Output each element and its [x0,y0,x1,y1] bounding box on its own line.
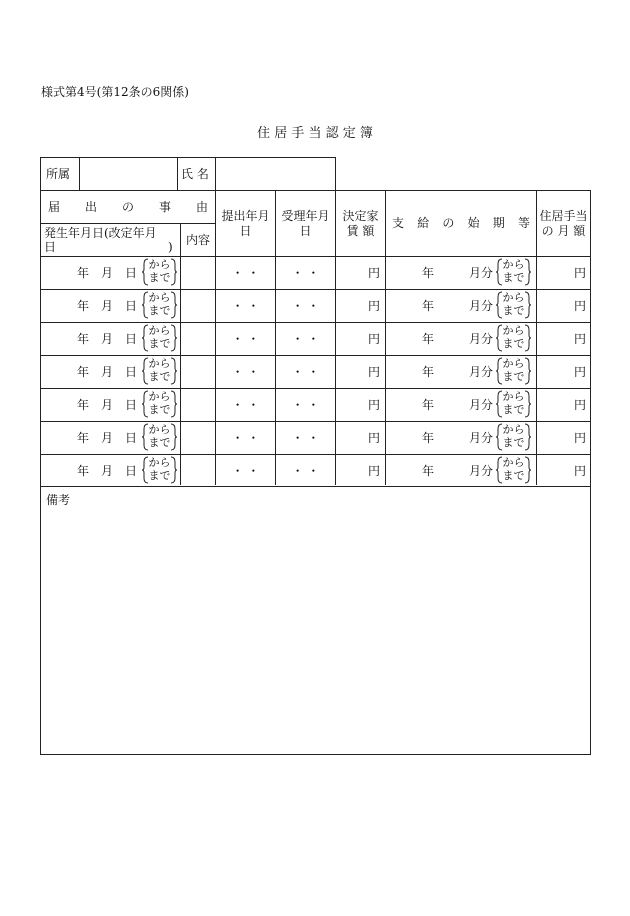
period-from-until [494,291,533,319]
row-border-7 [40,486,591,487]
content-column-border [180,223,181,485]
row-submission-date: ・ ・ [231,299,260,313]
content-label: 内容 [185,233,210,247]
payment-period-label-char: 始 [467,216,480,230]
page-title: 住 居 手 当 認 定 簿 [257,126,373,141]
row-period-year-label: 年 [422,398,435,412]
occurrence-from-until [140,390,179,418]
occurrence-from-until [140,324,179,352]
row-monthly-yen: 円 [573,299,586,313]
from-label: から [148,390,171,403]
row-border-4 [40,388,591,389]
row-period-year-label: 年 [422,266,435,280]
row-border-0 [40,256,591,257]
header-top-border [40,190,591,191]
reason-label-char: 事 [158,200,171,214]
name-label-left-border [177,157,178,190]
row-submission-date: ・ ・ [231,431,260,445]
row-period-year-label: 年 [422,299,435,313]
occurrence-from-until [140,258,179,286]
row-border-1 [40,289,591,290]
row-monthly-yen: 円 [573,266,586,280]
from-label: から [502,357,525,370]
row-period-month-label: 月分 [469,398,494,412]
from-label: から [148,258,171,271]
until-label: まで [148,304,171,317]
period-from-until [494,258,533,286]
row-period-month-label: 月分 [469,365,494,379]
form-number: 様式第4号(第12条の6関係) [41,85,189,99]
affiliation-divider [79,157,80,190]
affiliation-label: 所属 [46,167,71,181]
row-receipt-date: ・ ・ [291,464,320,478]
until-label: まで [148,403,171,416]
from-label: から [502,423,525,436]
row-period-month-label: 月分 [469,299,494,313]
row-monthly-yen: 円 [573,332,586,346]
top-box-top-border [40,157,336,158]
period-from-until [494,324,533,352]
row-submission-date: ・ ・ [231,266,260,280]
row-border-6 [40,454,591,455]
from-label: から [148,423,171,436]
row-month-label: 月 [101,332,114,346]
row-month-label: 月 [101,464,114,478]
row-period-month-label: 月分 [469,431,494,445]
row-period-year-label: 年 [422,365,435,379]
reason-label [48,200,208,214]
row-rent-yen: 円 [367,332,380,346]
from-label: から [148,324,171,337]
row-receipt-date: ・ ・ [291,431,320,445]
row-year-label: 年 [77,365,90,379]
row-rent-yen: 円 [367,464,380,478]
reason-subheader-border [40,223,215,224]
row-rent-yen: 円 [367,431,380,445]
monthly-allowance-label-2: の 月 額 [541,224,586,238]
reason-label-char: 出 [84,200,97,214]
occurrence-from-until [140,423,179,451]
row-year-label: 年 [77,464,90,478]
table-right-border [590,190,591,754]
table-bottom-border [40,754,591,755]
row-day-label: 日 [125,464,138,478]
row-submission-date: ・ ・ [231,365,260,379]
row-rent-yen: 円 [367,299,380,313]
name-label-right-border [215,157,216,190]
row-period-month-label: 月分 [469,266,494,280]
row-monthly-yen: 円 [573,464,586,478]
row-year-label: 年 [77,266,90,280]
row-month-label: 月 [101,365,114,379]
row-day-label: 日 [125,398,138,412]
until-label: まで [148,271,171,284]
reason-label-char: の [121,200,134,214]
monthly-allowance-label: 住居手当 [539,209,588,223]
remarks-label: 備考 [46,493,71,507]
until-label: まで [148,436,171,449]
receipt-date-label: 受理年月 [281,209,330,223]
row-month-label: 月 [101,299,114,313]
from-label: から [148,291,171,304]
reason-label-char: 由 [195,200,208,214]
row-monthly-yen: 円 [573,431,586,445]
until-label: まで [502,436,525,449]
until-label: まで [148,337,171,350]
row-border-2 [40,322,591,323]
from-label: から [502,390,525,403]
row-rent-yen: 円 [367,398,380,412]
row-border-5 [40,421,591,422]
row-day-label: 日 [125,299,138,313]
row-month-label: 月 [101,431,114,445]
payment-period-label-char: 支 [392,216,405,230]
row-receipt-date: ・ ・ [291,266,320,280]
table-left-border [40,157,41,754]
until-label: まで [502,370,525,383]
row-rent-yen: 円 [367,266,380,280]
submission-date-label: 提出年月 [221,209,270,223]
from-label: から [148,456,171,469]
row-period-month-label: 月分 [469,464,494,478]
payment-period-label-char: の [442,216,455,230]
row-month-label: 月 [101,266,114,280]
row-border-3 [40,355,591,356]
row-day-label: 日 [125,266,138,280]
submission-date-label-2: 日 [239,224,252,238]
until-label: まで [148,370,171,383]
until-label: まで [502,304,525,317]
period-from-until [494,357,533,385]
occurrence-date-label-close: ) [168,240,173,254]
from-label: から [502,291,525,304]
row-receipt-date: ・ ・ [291,332,320,346]
from-label: から [502,456,525,469]
row-monthly-yen: 円 [573,398,586,412]
row-receipt-date: ・ ・ [291,365,320,379]
period-from-until [494,423,533,451]
occurrence-from-until [140,456,179,484]
row-day-label: 日 [125,365,138,379]
row-period-year-label: 年 [422,464,435,478]
row-period-year-label: 年 [422,431,435,445]
row-receipt-date: ・ ・ [291,299,320,313]
payment-period-label [392,216,530,230]
until-label: まで [502,469,525,482]
row-day-label: 日 [125,431,138,445]
occurrence-date-label: 発生年月日(改定年月 [44,226,157,240]
reason-label-char: 届 [48,200,61,214]
from-label: から [148,357,171,370]
row-submission-date: ・ ・ [231,398,260,412]
top-box-right-border [335,157,336,190]
occurrence-from-until [140,291,179,319]
payment-period-label-char: 等 [517,216,530,230]
until-label: まで [502,337,525,350]
rent-label: 決定家 [342,209,379,223]
row-period-year-label: 年 [422,332,435,346]
row-month-label: 月 [101,398,114,412]
from-label: から [502,324,525,337]
period-from-until [494,390,533,418]
row-period-month-label: 月分 [469,332,494,346]
row-year-label: 年 [77,299,90,313]
until-label: まで [502,271,525,284]
name-label: 氏 名 [181,167,209,181]
row-monthly-yen: 円 [573,365,586,379]
row-year-label: 年 [77,431,90,445]
until-label: まで [502,403,525,416]
period-from-until [494,456,533,484]
row-rent-yen: 円 [367,365,380,379]
rent-column-border [385,190,386,485]
payment-period-label-char: 期 [492,216,505,230]
from-label: から [502,258,525,271]
row-submission-date: ・ ・ [231,464,260,478]
occurrence-date-label-2: 日 [44,240,57,254]
row-receipt-date: ・ ・ [291,398,320,412]
row-year-label: 年 [77,398,90,412]
row-day-label: 日 [125,332,138,346]
rent-label-2: 賃 額 [346,224,375,238]
payment-period-label-char: 給 [417,216,430,230]
receipt-date-label-2: 日 [299,224,312,238]
until-label: まで [148,469,171,482]
occurrence-from-until [140,357,179,385]
row-submission-date: ・ ・ [231,332,260,346]
row-year-label: 年 [77,332,90,346]
